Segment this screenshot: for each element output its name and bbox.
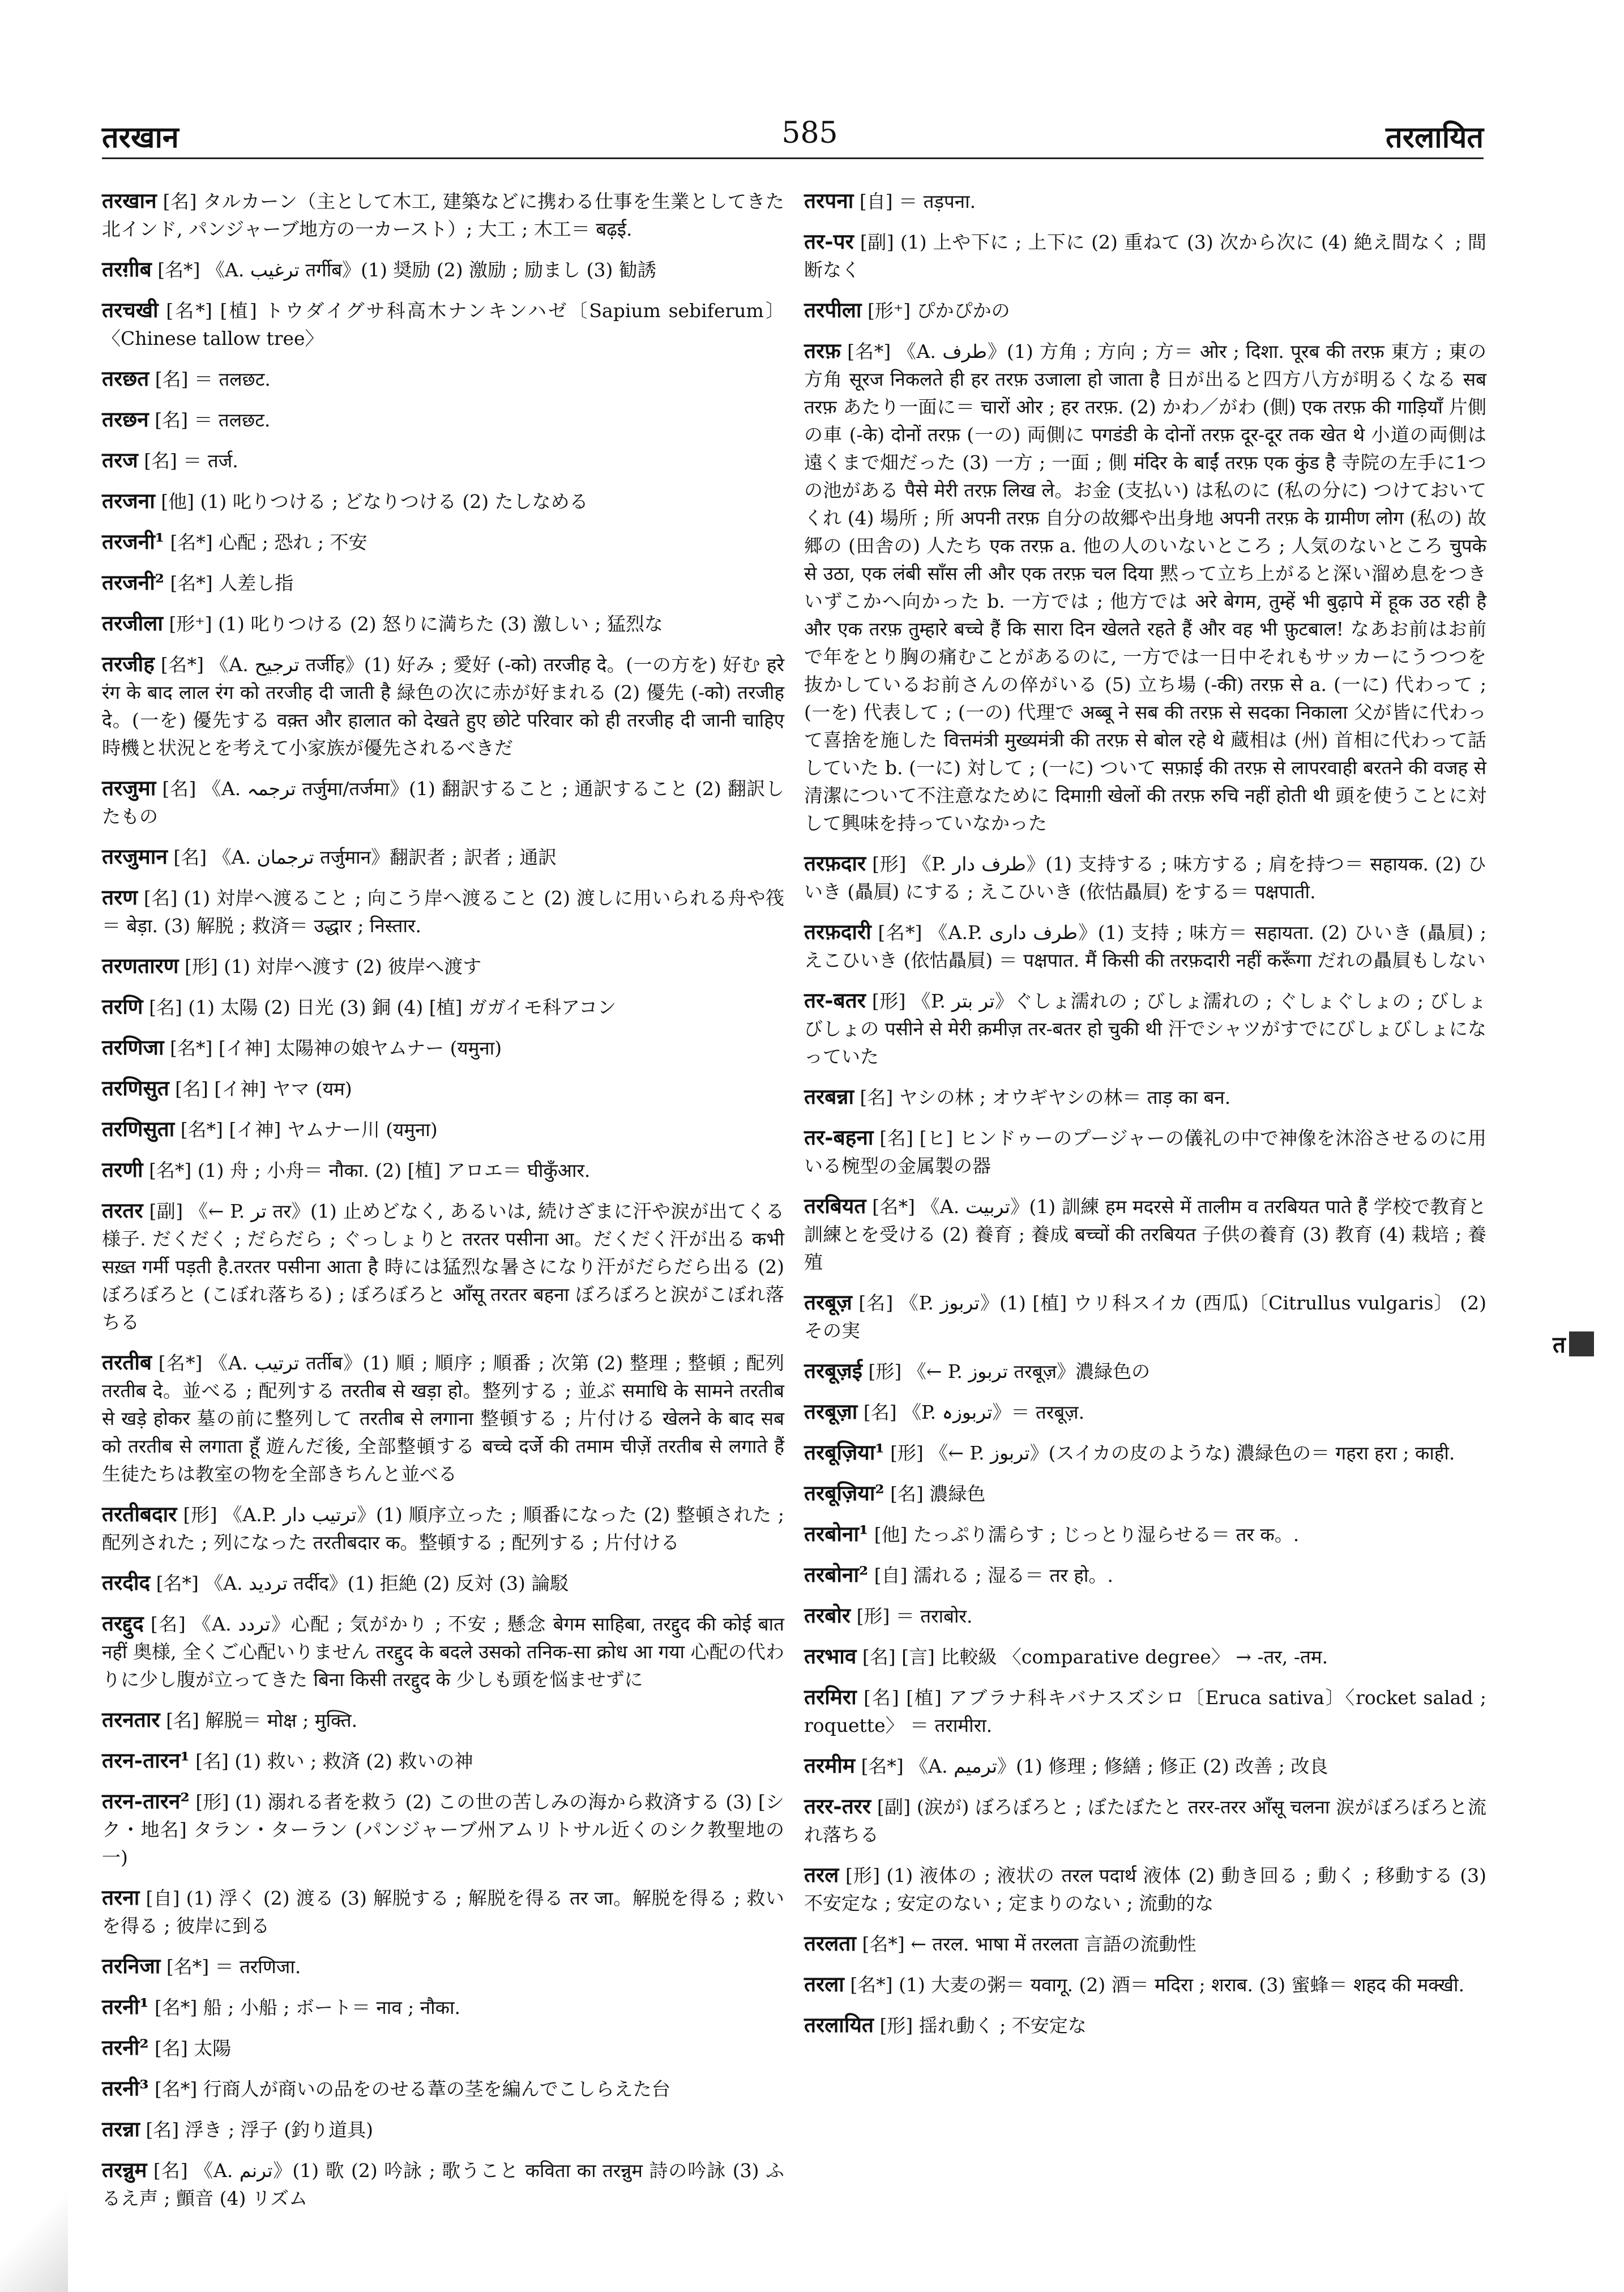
headword: तरलता (804, 1931, 856, 1956)
definition: [形] (1) 溺れる者を救う (2) この世の苦しみの海から救済する (3) [シク・地名] タラン・ターラン (パンジャーブ州アムリトサル近くのシク教聖地の一) (102, 1791, 784, 1868)
dictionary-entry (102, 1952, 784, 1981)
definition: [名] ＝ तलछट. (155, 409, 271, 431)
dictionary-entry (102, 1787, 784, 1871)
header-rule (102, 157, 1484, 159)
definition: [名*] 《A. طرف》(1) 方角 ; 方向 ; 方＝ ओर ; दिशा. पूरब की तरफ़ 東方 ; 東の方角 सूरज निकलते ही हर तरफ़ उजाला हो जाता है 日が出ると四方八方が明るくなる सब तरफ़ あたり一面に＝ चारों ओर ; हर तरफ़. (2) かわ／がわ (側) एक तरफ़ की गाड़ियाँ 片側の車 (-के) दोनों तरफ़ (一の) 両側に पगडंडी के दोनों तरफ़ दूर-दूर तक खेत थे 小道の両側は遠くまで畑だった (3) 一方 ; 一面 ; 側 मंदिर के बाईं तरफ़ एक कुंड है 寺院の左手に1つの池がある पैसे मेरी तरफ़ लिख ले。お金 (支払い) は私のに (私の分に) つけておいてくれ (4) 場所 ; 所 अपनी तरफ़ 自分の故郷や出身地 अपनी तरफ़ के ग्रामीण लोग (私の) 故郷の (田舎の) 人たち एक तरफ़ a. 他の人のいないところ ; 人気のないところ चुपके से उठा, एक लंबी साँस ली और एक तरफ़ चल दिया 黙って立ち上がると深い溜め息をつきいずこかへ向かった b. 一方では ; 他方では अरे बेगम, तुम्हें भी बुढ़ापे में हूक उठ रही है और एक तरफ़ तुम्हारे बच्चे हैं कि सारा दिन खेलते रहते हैं और वह भी फ़ुटबाल! なあお前はお前で年をとり胸の痛むことがあるのに, 一方では一日中それもサッカーにうつつを抜かしているお前さんの倅がいる (5) 立ち場 (-की) तरफ़ से a. (一に) 代わって ; (一を) 代表して ; (一の) 代理で अब्बू ने सब की तरफ़ से सदका निकाला 父が皆に代わって喜捨を施した वित्तमंत्री मुख्यमंत्री की तरफ़ से बोल रहे थे 蔵相は (州) 首相に代わって話していた b. (一に) 対して ; (一に) ついて सफ़ाई की तरफ़ से लापरवाही बरतने की वजह से 清潔について不注意なために दिमाग़ी खेलों की तरफ़ रुचि नहीं होती थी 頭を使うことに対して興味を持っていなかった (804, 340, 1486, 834)
definition: [名*] [イ神] 太陽神の娘ヤムナー (यमुना) (170, 1037, 502, 1059)
headword: तर-बहना (804, 1125, 874, 1150)
headword: तरबूज़ा (804, 1399, 858, 1424)
headword: तरजीह (102, 651, 155, 676)
definition: [名] ＝ तलछट. (155, 368, 271, 390)
definition: [形] 《A.P. ترتیب دار》(1) 順序立った ; 順番になった (2) 整頓された ; 配列された ; 列になった तरतीबदार क。整頓する ; 配列する ; 片付ける (102, 1504, 785, 1553)
headword: तरदीद (102, 1570, 151, 1595)
headword: तरतीब (102, 1350, 152, 1375)
dictionary-entry (102, 528, 784, 556)
headword: तरखान (102, 188, 157, 213)
definition: [名*] 《A. ترمیم》(1) 修理 ; 修繕 ; 修正 (2) 改善 ; 改良 (861, 1755, 1328, 1777)
headword: तरपना (804, 188, 854, 213)
definition: [名] [言] 比較級 〈comparative degree〉 → -तर, -तम. (862, 1646, 1328, 1668)
headword: तरनी² (102, 2035, 149, 2060)
headword: तरजनी¹ (102, 529, 165, 554)
dictionary-entry (804, 1398, 1486, 1426)
dictionary-entry (102, 952, 784, 980)
scan-edge-shadow (0, 2190, 68, 2292)
dictionary-entry (102, 1348, 784, 1488)
definition: [名*] [イ神] ヤムナー川 (यमुना) (180, 1119, 438, 1141)
dictionary-entry (102, 1034, 784, 1062)
definition: [名*] [植] トウダイグサ科高木ナンキンハゼ〔Sapium sebiferum〕〈Chinese tallow tree〉 (102, 300, 784, 349)
definition: [名] 太陽 (155, 2037, 232, 2059)
thumb-index-block (1569, 1331, 1594, 1356)
definition: [形] 《← P. تربوز तरबूज़》濃緑色の (868, 1360, 1151, 1382)
headword: तरनी³ (102, 2076, 149, 2101)
dictionary-entry (804, 1602, 1486, 1630)
headword: तरबूज़ई (804, 1358, 862, 1383)
headword: तरज (102, 447, 138, 472)
definition: [形] 《← P. تربوز》(スイカの皮のような) 濃緑色の＝ गहरा हरा ; काही. (890, 1442, 1455, 1464)
definition: [名] [植] アブラナ科キバナスズシロ〔Eruca sativa〕〈rocket salad ; roquette〉 ＝ तरामीरा. (804, 1687, 1486, 1736)
dictionary-entry (102, 1197, 784, 1336)
headword: तरलायित (804, 2012, 874, 2037)
dictionary-entry (804, 1861, 1486, 1917)
dictionary-entry (102, 1610, 784, 1693)
headword: तर-पर (804, 229, 854, 254)
definition: [名*] 心配 ; 恐れ ; 不安 (170, 531, 367, 553)
headword: तरफ़दार (804, 851, 866, 876)
definition: [名*] 船 ; 小船 ; ボート＝ नाव ; नौका. (155, 1996, 461, 2018)
headword: तरमीम (804, 1753, 856, 1778)
dictionary-entry (804, 2011, 1486, 2039)
headword: तरग़ीब (102, 257, 152, 281)
headword: तरजीला (102, 611, 163, 635)
headword: तरजना (102, 488, 155, 513)
dictionary-entry (102, 2156, 784, 2212)
dictionary-entry (804, 1357, 1486, 1385)
dictionary-entry (102, 650, 784, 762)
dictionary-entry (102, 843, 784, 871)
definition: [名] 《A. ترجمہ तर्जुमा/तर्जमा》(1) 翻訳すること ; 通訳すること (2) 翻訳したもの (102, 778, 784, 827)
definition: [副] (涙が) ぼろぼろと ; ぼたぼたと तरर-तरर आँसू चलना 涙がぼろぼろと流れ落ちる (804, 1796, 1486, 1846)
headword: तरर-तरर (804, 1794, 871, 1819)
definition: [名] [ヒ] ヒンドゥーのプージャーの儀礼の中で神像を沐浴させるのに用いる椀型の金属製の器 (804, 1127, 1487, 1177)
headword: तर-बतर (804, 988, 866, 1013)
right-column (804, 187, 1486, 2052)
headword: तरल (804, 1862, 839, 1887)
headword: तरजनी² (102, 570, 165, 595)
dictionary-entry (804, 1124, 1486, 1180)
dictionary-entry (102, 1993, 784, 2021)
definition: [名*] 《A.P. طرف داری》(1) 支持 ; 味方＝ सहायता. (2) ひいき (贔屓) ; えこひいき (依怙贔屓) ＝ पक्षपात. मैं किसी की तरफ़दारी नहीं करूँगा だれの贔屓もしない (804, 921, 1487, 971)
definition: [自] (1) 浮く (2) 渡る (3) 解脱する ; 解脱を得る तर जा。解脱を得る ; 救いを得る ; 彼岸に到る (102, 1887, 784, 1937)
dictionary-entry (804, 187, 1486, 215)
headword: तरछन (102, 407, 149, 432)
thumb-index-letter: त (1553, 1331, 1566, 1358)
headword: तरणी (102, 1157, 143, 1182)
dictionary-entry (804, 337, 1486, 837)
definition: [名] [イ神] ヤマ (यम) (175, 1078, 352, 1100)
dictionary-entry (804, 296, 1486, 325)
dictionary-entry (102, 255, 784, 284)
definition: [名*] 《A. تردید तर्दीद》(1) 拒絶 (2) 反対 (3) 論駁 (156, 1572, 569, 1594)
dictionary-entry (804, 1479, 1486, 1508)
left-column (102, 187, 784, 2225)
headword: तरला (804, 1971, 844, 1996)
definition: [形⁺] ぴかぴかの (867, 300, 1010, 322)
headword: तरन्ना (102, 2116, 140, 2141)
definition: [副] 《← P. تر तर》(1) 止めどなく, あるいは, 続けざまに汗や涙が出てくる様子. だくだく ; だらだら ; ぐっしょりと तरतर पसीना आ。だくだく汗が出る कभी सख़्त गर्मी पड़ती है.तरतर पसीना आता है 時には猛烈な暑さになり汗がだらだら出る (2) ぼろぼろと (こぼれ落ちる) ; ぼろぼろと आँसू तरतर बहना ぼろぼろと涙がこぼれ落ちる (102, 1200, 784, 1333)
dictionary-entry (804, 1642, 1486, 1671)
dictionary-entry (102, 2075, 784, 2103)
dictionary-entry (102, 296, 784, 352)
headword: तरतीबदार (102, 1501, 177, 1526)
dictionary-entry (102, 1500, 784, 1556)
dictionary-entry (102, 993, 784, 1021)
page-number: 585 (781, 116, 838, 150)
definition: [名*] 《A. ترجیح तर्जीह》(1) 好み ; 愛好 (-को) तरजीह दे。(一の方を) 好む हरे रंग के बाद लाल रंग को तरजीह दी जाती है 緑色の次に赤が好まれる (2) 優先 (-को) तरजीह दे。(一を) 優先する वक़्त और हालात को देखते हुए छोटे परिवार को ही तरजीह दी जानी चाहिए 時機と状況とを考えて小家族が優先されるべきだ (102, 654, 784, 759)
dictionary-entry (804, 1683, 1486, 1739)
headword: तरणि (102, 994, 143, 1019)
headword: तरबियत (804, 1193, 866, 1218)
dictionary-entry (804, 1288, 1486, 1345)
dictionary-entry (804, 918, 1486, 974)
guide-word-right: तरलायित (1386, 120, 1484, 155)
definition: [形] 《P. طرف دار》(1) 支持する ; 味方する ; 肩を持つ＝ सहायक. (2) ひいき (贔屓) にする ; えこひいき (依怙贔屓) をする＝ पक्षपाती. (804, 853, 1486, 903)
dictionary-entry (102, 1074, 784, 1103)
dictionary-entry (102, 1156, 784, 1184)
dictionary-entry (804, 1439, 1486, 1467)
dictionary-entry (804, 1561, 1486, 1589)
definition: [名] (1) 太陽 (2) 日光 (3) 銅 (4) [植] ガガイモ科アコン (149, 996, 617, 1018)
definition: [名*] 行商人が商いの品をのせる葦の茎を編んでこしらえた台 (155, 2078, 670, 2100)
headword: तरनतार (102, 1707, 160, 1732)
headword: तरना (102, 1885, 140, 1910)
definition: [名] 《P. تربوز》(1) [植] ウリ科スイカ (西瓜)〔Citrullus vulgaris〕 (2) その実 (804, 1292, 1486, 1342)
headword: तरण (102, 885, 138, 910)
headword: तरबोर (804, 1603, 851, 1628)
dictionary-entry (804, 1192, 1486, 1276)
dictionary-entry (102, 446, 784, 475)
definition: [他] (1) 叱りつける ; どなりつける (2) たしなめる (161, 490, 588, 513)
definition: [名] 《A. ترجمان तर्जुमान》翻訳者 ; 訳者 ; 通訳 (173, 846, 557, 868)
dictionary-entry (102, 2034, 784, 2062)
definition: [名] 濃緑色 (890, 1483, 986, 1505)
definition: [名*] 《A. ترغیب तर्गीब》(1) 奨励 (2) 激励 ; 励まし (3) 勧誘 (157, 259, 656, 281)
definition: [形] 揺れ動く ; 不安定な (879, 2014, 1087, 2037)
headword: तरबूज़ (804, 1290, 852, 1314)
headword: तरपीला (804, 297, 862, 322)
definition: [名*] 人差し指 (170, 572, 294, 594)
guide-word-left: तरखान (102, 120, 179, 155)
definition: [形] (1) 対岸へ渡す (2) 彼岸へ渡す (185, 955, 482, 978)
definition: [名] (1) 救い ; 救済 (2) 救いの神 (195, 1750, 473, 1772)
headword: तरतर (102, 1198, 143, 1223)
headword: तरमिरा (804, 1684, 857, 1709)
headword: तरबूज़िया² (804, 1480, 884, 1505)
definition: [名] (1) 対岸へ渡ること ; 向こう岸へ渡ること (2) 渡しに用いられる舟や筏＝ बेड़ा. (3) 解脱 ; 救済＝ उद्धार ; निस्तार. (102, 887, 784, 937)
definition: [自] 濡れる ; 湿る＝ तर हो。. (874, 1564, 1113, 1586)
dictionary-entry (102, 774, 784, 830)
headword: तरन-तारन¹ (102, 1748, 190, 1773)
dictionary-entry (804, 850, 1486, 906)
definition: [形] 《P. تر بتر》ぐしょ濡れの ; びしょ濡れの ; ぐしょぐしょの ; びしょびしょの पसीने से मेरी क़मीज़ तर-बतर हो चुकी थी 汗でシャツがすでにびしょびしょになっていた (804, 990, 1486, 1068)
dictionary-entry (102, 1569, 784, 1597)
headword: तरनी¹ (102, 1994, 149, 2019)
headword: तरद्दुद (102, 1611, 144, 1636)
headword: तरछत (102, 366, 149, 391)
definition: [名] 解脱＝ मोक्ष ; मुक्ति. (166, 1709, 358, 1731)
dictionary-entry (102, 406, 784, 434)
headword: तरबोना² (804, 1562, 869, 1587)
headword: तरन-तारन² (102, 1789, 190, 1813)
dictionary-entry (804, 1520, 1486, 1548)
headword: तरणिसुता (102, 1116, 175, 1141)
definition: [名] ヤシの林 ; オウギヤシの林＝ ताड़ का बन. (860, 1086, 1231, 1108)
dictionary-entry (102, 365, 784, 393)
definition: [名*] (1) 舟 ; 小舟＝ नौका. (2) [植] アロエ＝ घीकुँआर. (149, 1159, 591, 1181)
thumb-index-tab (1553, 1328, 1594, 1359)
definition: [名] タルカーン（主として木工, 建築などに携わる仕事を生業としてきた北インド, パンジャーブ地方の一カースト）; 大工 ; 木工＝ बढ़ई. (102, 190, 784, 240)
headword: तरनिजा (102, 1953, 161, 1978)
dictionary-entry (102, 1747, 784, 1775)
definition: [名] 《P. تربوزہ》＝ तरबूज़. (863, 1401, 1085, 1423)
headword: तरफ़दारी (804, 919, 871, 944)
definition: [名*] ← तरल. भाषा में तरलता 言語の流動性 (862, 1933, 1196, 1955)
definition: [名] 《A. ترنم》(1) 歌 (2) 吟詠 ; 歌うこと कविता का तरन्नुम 詩の吟詠 (3) ふるえ声 ; 顫音 (4) リズム (102, 2159, 784, 2209)
headword: तरबूज़िया¹ (804, 1440, 884, 1465)
dictionary-entry (102, 1706, 784, 1734)
dictionary-entry (804, 1930, 1486, 1958)
headword: तरबोना¹ (804, 1521, 869, 1546)
dictionary-entry (102, 2115, 784, 2144)
definition: [名*] (1) 大麦の粥＝ यवागू. (2) 酒＝ मदिरा ; शराब. (3) 蜜蜂＝ शहद की मक्खी. (850, 1974, 1465, 1996)
headword: तरचखी (102, 297, 159, 322)
headword: तरणतारण (102, 953, 179, 978)
headword: तरभाव (804, 1644, 857, 1668)
definition: [名*] 《A. تربیت》(1) 訓練 हम मदरसे में तालीम व तरबियत पाते हैं 学校で教育と訓練とを受ける (2) 養育 ; 養成 बच्चों की तरबियत 子供の養育 (3) 教育 (4) 栽培 ; 養殖 (804, 1196, 1486, 1273)
dictionary-entry (102, 187, 784, 243)
dictionary-entry (804, 1752, 1486, 1780)
dictionary-entry (102, 609, 784, 638)
definition: [形] ＝ तराबोर. (856, 1605, 973, 1627)
dictionary-entry (804, 1083, 1486, 1111)
headword: तरजुमा (102, 775, 156, 800)
definition: [他] たっぷり濡らす ; じっとり湿らせる＝ तर क。. (874, 1523, 1300, 1546)
dictionary-entry (804, 1970, 1486, 1999)
dictionary-entry (804, 1792, 1486, 1849)
definition: [形] (1) 液体の ; 液状の तरल पदार्थ 液体 (2) 動き回る ; 動く ; 移動する (3) 不安定な ; 安定のない ; 定まりのない ; 流動的な (804, 1864, 1486, 1914)
definition: [名] 《A. تردد》心配 ; 気がかり ; 不安 ; 懸念 बेगम साहिबा, तरद्दुद की कोई बात नहीं 奥様, 全くご心配いりません तरद्दुद के बदले उसको तनिक-सा क्रोध आ गया 心配の代わりに少し腹が立ってきた बिना किसी तरद्दुद के 少しも頭を悩ませずに (102, 1613, 784, 1691)
definition: [名] ＝ तर्ज. (144, 450, 238, 472)
headword: तरफ़ (804, 338, 841, 363)
dictionary-entry (804, 987, 1486, 1070)
dictionary-entry (102, 487, 784, 515)
dictionary-entry (804, 228, 1486, 284)
dictionary-entry (102, 1115, 784, 1143)
headword: तरबन्ना (804, 1084, 854, 1109)
dictionary-entry (102, 883, 784, 940)
definition: [名*] 《A. ترتیب तर्तीब》(1) 順 ; 順序 ; 順番 ; 次第 (2) 整理 ; 整頓 ; 配列 तरतीब दे。並べる ; 配列する तरतीब से खड़ा हो。整列する ; 並ぶ समाधि के सामने तरतीब से खड़े होकर 墓の前に整列して तरतीब से लगाना 整頓する ; 片付ける खेलने के बाद सब को तरतीब से लगाता हूँ 遊んだ後, 全部整頓する बच्चे दर्जे की तमाम चीज़ें तरतीब से लगाते हैं 生徒たちは教室の物を全部きちんと並べる (102, 1352, 784, 1485)
headword: तरन्नुम (102, 2157, 147, 2182)
dictionary-entry (102, 569, 784, 597)
definition: [自] ＝ तड़पना. (859, 190, 976, 212)
definition: [副] (1) 上や下に ; 上下に (2) 重ねて (3) 次から次に (4) 絶え間なく ; 間断なく (804, 231, 1486, 281)
headword: तरजुमान (102, 844, 168, 869)
definition: [名] 浮き ; 浮子 (釣り道具) (146, 2119, 373, 2141)
dictionary-entry (102, 1884, 784, 1940)
headword: तरणिसुत (102, 1075, 169, 1100)
definition: [形⁺] (1) 叱りつける (2) 怒りに満ちた (3) 激しい ; 猛烈な (169, 613, 663, 635)
definition: [名*] ＝ तरणिजा. (166, 1956, 301, 1978)
headword: तरणिजा (102, 1035, 164, 1060)
